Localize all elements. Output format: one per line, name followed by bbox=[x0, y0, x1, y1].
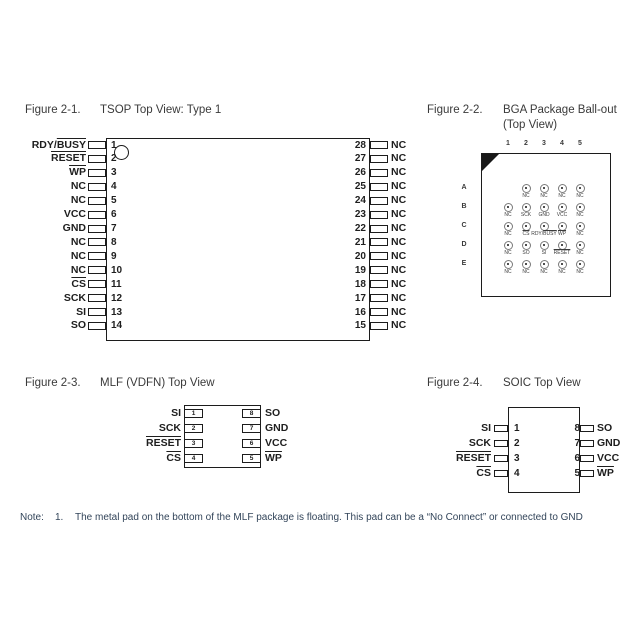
tsop-left-pin-row bbox=[0, 305, 132, 319]
pin-pad bbox=[580, 440, 594, 447]
bga-ball bbox=[540, 203, 549, 212]
bga-ball bbox=[540, 260, 549, 269]
bga-ball bbox=[522, 260, 531, 269]
pin-pad bbox=[370, 294, 388, 302]
pin-label bbox=[0, 279, 86, 290]
pin-name-seg: BUSY bbox=[56, 138, 86, 151]
bga-ball bbox=[576, 260, 585, 269]
pin-name-seg: NC bbox=[391, 180, 407, 193]
bga-ball bbox=[504, 222, 513, 231]
bga-row-label: A bbox=[461, 184, 467, 191]
tsop-left-pin-row bbox=[0, 249, 132, 263]
pin-name-seg: NC bbox=[576, 192, 584, 199]
pin-pad bbox=[370, 280, 388, 288]
tsop-left-pin-row bbox=[0, 291, 132, 305]
pin-number: 5 bbox=[111, 195, 117, 207]
bga-column-label: 2 bbox=[524, 140, 528, 147]
pin-label bbox=[597, 438, 620, 449]
pin-label bbox=[391, 153, 406, 164]
pin-name-seg: NC bbox=[391, 222, 407, 235]
tsop-package-outline bbox=[106, 138, 370, 341]
pin-name-seg: NC bbox=[522, 268, 530, 275]
bga-ball bbox=[540, 222, 549, 231]
pin-label bbox=[391, 209, 406, 220]
pin-label bbox=[391, 195, 406, 206]
pin-pad bbox=[88, 266, 106, 274]
pin-number: 8 bbox=[574, 422, 580, 434]
figure-2-2-title-line1: BGA Package Ball-out bbox=[503, 104, 617, 116]
pin-label bbox=[265, 438, 287, 449]
bga-ball bbox=[504, 203, 513, 212]
pin-name-seg: NC bbox=[391, 194, 407, 207]
bga-row-label: D bbox=[461, 241, 467, 248]
bga-ball bbox=[558, 203, 567, 212]
mlf-pin-row bbox=[110, 436, 300, 450]
tsop-left-pin-row bbox=[0, 208, 132, 222]
tsop-left-pin-row bbox=[0, 235, 132, 249]
pin-name-seg: NC bbox=[391, 291, 407, 304]
pin-name-seg: RESET bbox=[145, 436, 181, 449]
pin-pad: 8 bbox=[242, 409, 261, 418]
bga-ball bbox=[576, 203, 585, 212]
pin-label bbox=[597, 423, 612, 434]
tsop-left-pin-row bbox=[0, 138, 132, 152]
pin-label bbox=[110, 423, 181, 434]
pin-name-seg: RESET bbox=[50, 152, 86, 165]
pin-label bbox=[0, 195, 86, 206]
pin-label bbox=[391, 181, 406, 192]
pin-pad bbox=[370, 322, 388, 330]
tsop-left-pin-row bbox=[0, 180, 132, 194]
pin-name-seg: $\overline{WP}$ bbox=[557, 230, 567, 237]
pin-name-seg: $\overline{WP}$ bbox=[597, 466, 614, 479]
pin-label bbox=[391, 307, 406, 318]
bga-column-label: 1 bbox=[506, 140, 510, 147]
pin-name-seg: NC bbox=[391, 249, 407, 262]
bga-ball bbox=[504, 260, 513, 269]
pin-number: 23 bbox=[354, 209, 366, 221]
pin-number: 7 bbox=[111, 223, 117, 235]
bga-ball bbox=[576, 184, 585, 193]
bga-ball bbox=[522, 241, 531, 250]
pin-name-seg: NC bbox=[70, 180, 86, 193]
bga-column-label: 4 bbox=[560, 140, 564, 147]
soic-pin-row bbox=[418, 466, 630, 480]
pin-label bbox=[110, 438, 181, 449]
pin-label bbox=[0, 251, 86, 262]
figure-2-1-title: TSOP Top View: Type 1 bbox=[100, 104, 222, 116]
pin-pad bbox=[580, 425, 594, 432]
pin-pad bbox=[370, 183, 388, 191]
pin-label bbox=[265, 453, 282, 464]
pin-pad bbox=[88, 322, 106, 330]
bga-row-label: E bbox=[461, 260, 467, 267]
pin-label bbox=[0, 320, 86, 331]
pin-label bbox=[597, 468, 614, 479]
pin-name-seg: NC bbox=[391, 152, 407, 165]
pin-name-seg: NC bbox=[391, 263, 407, 276]
pin-name-seg: RDY/ bbox=[531, 230, 544, 237]
pin-name-seg: NC bbox=[391, 138, 407, 151]
pin-label bbox=[0, 140, 86, 151]
tsop-right-pin-row bbox=[342, 138, 512, 152]
tsop-left-pin-row bbox=[0, 319, 132, 333]
pin-pad bbox=[88, 294, 106, 302]
pin-pad bbox=[370, 197, 388, 205]
note-label: Note: bbox=[20, 512, 44, 523]
tsop-left-pin-row bbox=[0, 194, 132, 208]
pin-pad bbox=[370, 225, 388, 233]
pin-label bbox=[110, 408, 181, 419]
pin-number: 18 bbox=[354, 278, 366, 290]
pin-name-seg: NC bbox=[391, 235, 407, 248]
pin-name-seg: RESET bbox=[553, 249, 571, 256]
tsop-left-pin-row bbox=[0, 222, 132, 236]
pin-name-seg: SI bbox=[541, 249, 547, 256]
pin-number: 21 bbox=[354, 236, 366, 248]
pin-name-seg: GND bbox=[597, 436, 621, 449]
bga-pin1-corner-icon bbox=[482, 154, 499, 171]
pin-pad bbox=[88, 238, 106, 246]
pin-label bbox=[110, 453, 181, 464]
pin-number: 13 bbox=[111, 306, 123, 318]
pin-number: 6 bbox=[111, 209, 117, 221]
tsop-left-pin-row bbox=[0, 263, 132, 277]
pin-name-seg: SI bbox=[481, 421, 491, 434]
pin-name-seg: $\overline{WP}$ bbox=[265, 451, 282, 464]
soic-package-outline bbox=[508, 407, 580, 493]
pin-pad bbox=[494, 470, 508, 477]
bga-ball bbox=[558, 222, 567, 231]
bga-ball-label bbox=[564, 194, 596, 199]
pin-number: 8 bbox=[111, 236, 117, 248]
pin-label bbox=[597, 453, 619, 464]
bga-ball bbox=[540, 241, 549, 250]
tsop-left-pin-row bbox=[0, 166, 132, 180]
pin-number: 22 bbox=[354, 223, 366, 235]
pin-number: 12 bbox=[111, 292, 123, 304]
mlf-pin-row bbox=[110, 421, 300, 435]
pin-name-seg: GND bbox=[62, 222, 86, 235]
pin-number: 9 bbox=[111, 250, 117, 262]
pin-pad bbox=[370, 252, 388, 260]
pin-name-seg: NC bbox=[576, 211, 584, 218]
pin-number: 3 bbox=[514, 452, 520, 464]
bga-ball bbox=[558, 241, 567, 250]
pin-label bbox=[391, 223, 406, 234]
pin-name-seg: $\overline{WP}$ bbox=[69, 166, 86, 179]
pin-label bbox=[0, 181, 86, 192]
tsop-right-pin-row bbox=[342, 305, 512, 319]
pin-name-seg: $\overline{CS}$ bbox=[522, 230, 530, 237]
pin-label bbox=[0, 293, 86, 304]
pin-number: 20 bbox=[354, 250, 366, 262]
pin-name-seg: SO bbox=[70, 319, 86, 332]
pin-label bbox=[391, 237, 406, 248]
pin-name-seg: RESET bbox=[455, 451, 491, 464]
pin-pad: 7 bbox=[242, 424, 261, 433]
bga-ball bbox=[558, 184, 567, 193]
figure-2-2-title-line2: (Top View) bbox=[503, 119, 558, 131]
bga-ball bbox=[576, 222, 585, 231]
pin-name-seg: NC bbox=[391, 305, 407, 318]
pin-name-seg: NC bbox=[576, 230, 584, 237]
pin-number: 17 bbox=[354, 292, 366, 304]
figure-2-4-label: Figure 2-4. bbox=[427, 377, 483, 389]
pin-name-seg: VCC bbox=[63, 208, 86, 221]
pin-number: 26 bbox=[354, 167, 366, 179]
pin-label bbox=[265, 423, 288, 434]
bga-ball-label bbox=[564, 251, 596, 256]
pin-pad bbox=[88, 252, 106, 260]
pin-label bbox=[0, 237, 86, 248]
note-number: 1. bbox=[55, 512, 64, 523]
pin-name-seg: NC bbox=[504, 230, 512, 237]
pin-label bbox=[265, 408, 280, 419]
pin-pad bbox=[88, 225, 106, 233]
pin-name-seg: SCK bbox=[468, 436, 491, 449]
bga-ball bbox=[522, 184, 531, 193]
pin-label bbox=[0, 223, 86, 234]
pin-name-seg: NC bbox=[504, 249, 512, 256]
pin-label bbox=[391, 251, 406, 262]
pin-label bbox=[0, 265, 86, 276]
pin-pad: 4 bbox=[184, 454, 203, 463]
soic-pin-row bbox=[418, 436, 630, 450]
pin-name-seg: NC bbox=[70, 249, 86, 262]
pin-pad bbox=[494, 440, 508, 447]
tsop-left-pin-row bbox=[0, 277, 132, 291]
pin-label bbox=[391, 279, 406, 290]
pin-pad bbox=[88, 308, 106, 316]
bga-ball bbox=[522, 203, 531, 212]
pin-pad bbox=[370, 238, 388, 246]
pin-name-seg: $\overline{CS}$ bbox=[166, 451, 181, 464]
bga-ball bbox=[522, 222, 531, 231]
pin-pad: 3 bbox=[184, 439, 203, 448]
pin-number: 2 bbox=[111, 153, 117, 165]
pin-label bbox=[0, 307, 86, 318]
bga-ball-label bbox=[564, 232, 596, 237]
tsop-right-pin-row bbox=[342, 319, 512, 333]
figure-2-1-label: Figure 2-1. bbox=[25, 104, 81, 116]
pin-name-seg: GND bbox=[265, 421, 289, 434]
pin-pad bbox=[370, 169, 388, 177]
pin-pad bbox=[88, 141, 106, 149]
pin-number: 28 bbox=[354, 139, 366, 151]
pin-number: 25 bbox=[354, 181, 366, 193]
pin-name-seg: NC bbox=[391, 319, 407, 332]
note-text: The metal pad on the bottom of the MLF package is floating. This pad can be a “No Connect” or connected to GND bbox=[75, 512, 583, 523]
pin-name-seg: $\overline{CS}$ bbox=[71, 277, 86, 290]
pin-pad: 5 bbox=[242, 454, 261, 463]
pin-name-seg: SO bbox=[522, 249, 530, 256]
figure-2-2-caption bbox=[427, 103, 617, 133]
pin-name-seg: NC bbox=[558, 192, 566, 199]
pin-number: 27 bbox=[354, 153, 366, 165]
pin-pad bbox=[88, 197, 106, 205]
pin-name-seg: NC bbox=[70, 194, 86, 207]
pin-number: 15 bbox=[354, 320, 366, 332]
pin-label bbox=[0, 209, 86, 220]
pin-name-seg: SI bbox=[76, 305, 86, 318]
figure-2-4-title: SOIC Top View bbox=[503, 377, 581, 389]
pin-number: 4 bbox=[111, 181, 117, 193]
pin-name-seg: NC bbox=[522, 192, 530, 199]
bga-column-label: 3 bbox=[542, 140, 546, 147]
pin-pad bbox=[370, 141, 388, 149]
pin-number: 1 bbox=[111, 139, 117, 151]
pin-name-seg: NC bbox=[391, 208, 407, 221]
pin-pad bbox=[370, 266, 388, 274]
pin-name-seg: NC bbox=[558, 268, 566, 275]
pin-name-seg: NC bbox=[504, 211, 512, 218]
pin-name-seg: NC bbox=[391, 277, 407, 290]
pin-number: 14 bbox=[111, 320, 123, 332]
pin-number: 10 bbox=[111, 264, 123, 276]
pin-number: 16 bbox=[354, 306, 366, 318]
pin-number: 6 bbox=[574, 452, 580, 464]
pin-number: 7 bbox=[574, 437, 580, 449]
pin-name-seg: VCC bbox=[265, 436, 288, 449]
pin-number: 2 bbox=[514, 437, 520, 449]
pin-pad bbox=[370, 155, 388, 163]
pin-label bbox=[391, 265, 406, 276]
pin-number: 1 bbox=[514, 422, 520, 434]
pin-name-seg: VCC bbox=[597, 451, 620, 464]
pin-label bbox=[0, 167, 86, 178]
mlf-pin-row bbox=[110, 451, 300, 465]
pin-pad bbox=[580, 470, 594, 477]
figure-2-3-title: MLF (VDFN) Top View bbox=[100, 377, 215, 389]
pin-name-seg: NC bbox=[70, 263, 86, 276]
figure-2-2-label: Figure 2-2. bbox=[427, 104, 483, 116]
pin-name-seg: BUSY bbox=[543, 230, 557, 237]
pin-label bbox=[418, 423, 491, 434]
pin-label bbox=[391, 140, 406, 151]
pin-pad bbox=[494, 425, 508, 432]
pin-name-seg: SO bbox=[597, 421, 613, 434]
pin-name-seg: SI bbox=[171, 406, 181, 419]
pin-pad: 2 bbox=[184, 424, 203, 433]
pin-label bbox=[391, 320, 406, 331]
mlf-pin-row bbox=[110, 406, 300, 420]
pin-pad bbox=[370, 211, 388, 219]
pin-name-seg: NC bbox=[540, 268, 548, 275]
pin-name-seg: NC bbox=[70, 235, 86, 248]
pin-label bbox=[418, 453, 491, 464]
pin-name-seg: RDY/ bbox=[31, 138, 57, 151]
pin-pad bbox=[494, 455, 508, 462]
pin-name-seg: SO bbox=[265, 406, 281, 419]
pin-name-seg: NC bbox=[504, 268, 512, 275]
figure-2-4-caption bbox=[427, 376, 581, 391]
pin-name-seg: NC bbox=[391, 166, 407, 179]
pin-pad bbox=[88, 169, 106, 177]
bga-ball bbox=[576, 241, 585, 250]
soic-pin-row bbox=[418, 451, 630, 465]
pin-label bbox=[391, 167, 406, 178]
tsop-left-pin-row bbox=[0, 152, 132, 166]
pin-pad bbox=[88, 280, 106, 288]
figure-2-3-caption bbox=[25, 376, 215, 391]
pin-pad: 1 bbox=[184, 409, 203, 418]
pin-pad bbox=[580, 455, 594, 462]
pin-pad bbox=[370, 308, 388, 316]
pin-label bbox=[0, 153, 86, 164]
pin-number: 19 bbox=[354, 264, 366, 276]
pin-pad bbox=[88, 183, 106, 191]
bga-row-label: C bbox=[461, 222, 467, 229]
bga-ball bbox=[558, 260, 567, 269]
pin-name-seg: SCK bbox=[520, 211, 532, 218]
bga-row-label: B bbox=[461, 203, 467, 210]
pin-number: 24 bbox=[354, 195, 366, 207]
pin-name-seg: GND bbox=[538, 211, 550, 218]
pin-label bbox=[418, 468, 491, 479]
pin-name-seg: SCK bbox=[158, 421, 181, 434]
pin-name-seg: $\overline{CS}$ bbox=[476, 466, 491, 479]
pin-name-seg: VCC bbox=[556, 211, 568, 218]
pin-label bbox=[418, 438, 491, 449]
pin-name-seg: NC bbox=[576, 268, 584, 275]
figure-2-1-caption bbox=[25, 103, 221, 118]
bga-column-label: 5 bbox=[578, 140, 582, 147]
bga-ball bbox=[540, 184, 549, 193]
pin-number: 5 bbox=[574, 467, 580, 479]
pin-number: 3 bbox=[111, 167, 117, 179]
pin-pad: 6 bbox=[242, 439, 261, 448]
pin-name-seg: NC bbox=[576, 249, 584, 256]
soic-pin-row bbox=[418, 421, 630, 435]
figure-2-3-label: Figure 2-3. bbox=[25, 377, 81, 389]
pin-pad bbox=[88, 155, 106, 163]
pin-number: 4 bbox=[514, 467, 520, 479]
pin-label bbox=[391, 293, 406, 304]
pin-pad bbox=[88, 211, 106, 219]
bga-ball-label bbox=[564, 270, 596, 275]
bga-ball bbox=[504, 241, 513, 250]
pin-name-seg: SCK bbox=[63, 291, 86, 304]
pin-name-seg: NC bbox=[540, 192, 548, 199]
bga-ball-label bbox=[564, 213, 596, 218]
pin-number: 11 bbox=[111, 278, 122, 290]
